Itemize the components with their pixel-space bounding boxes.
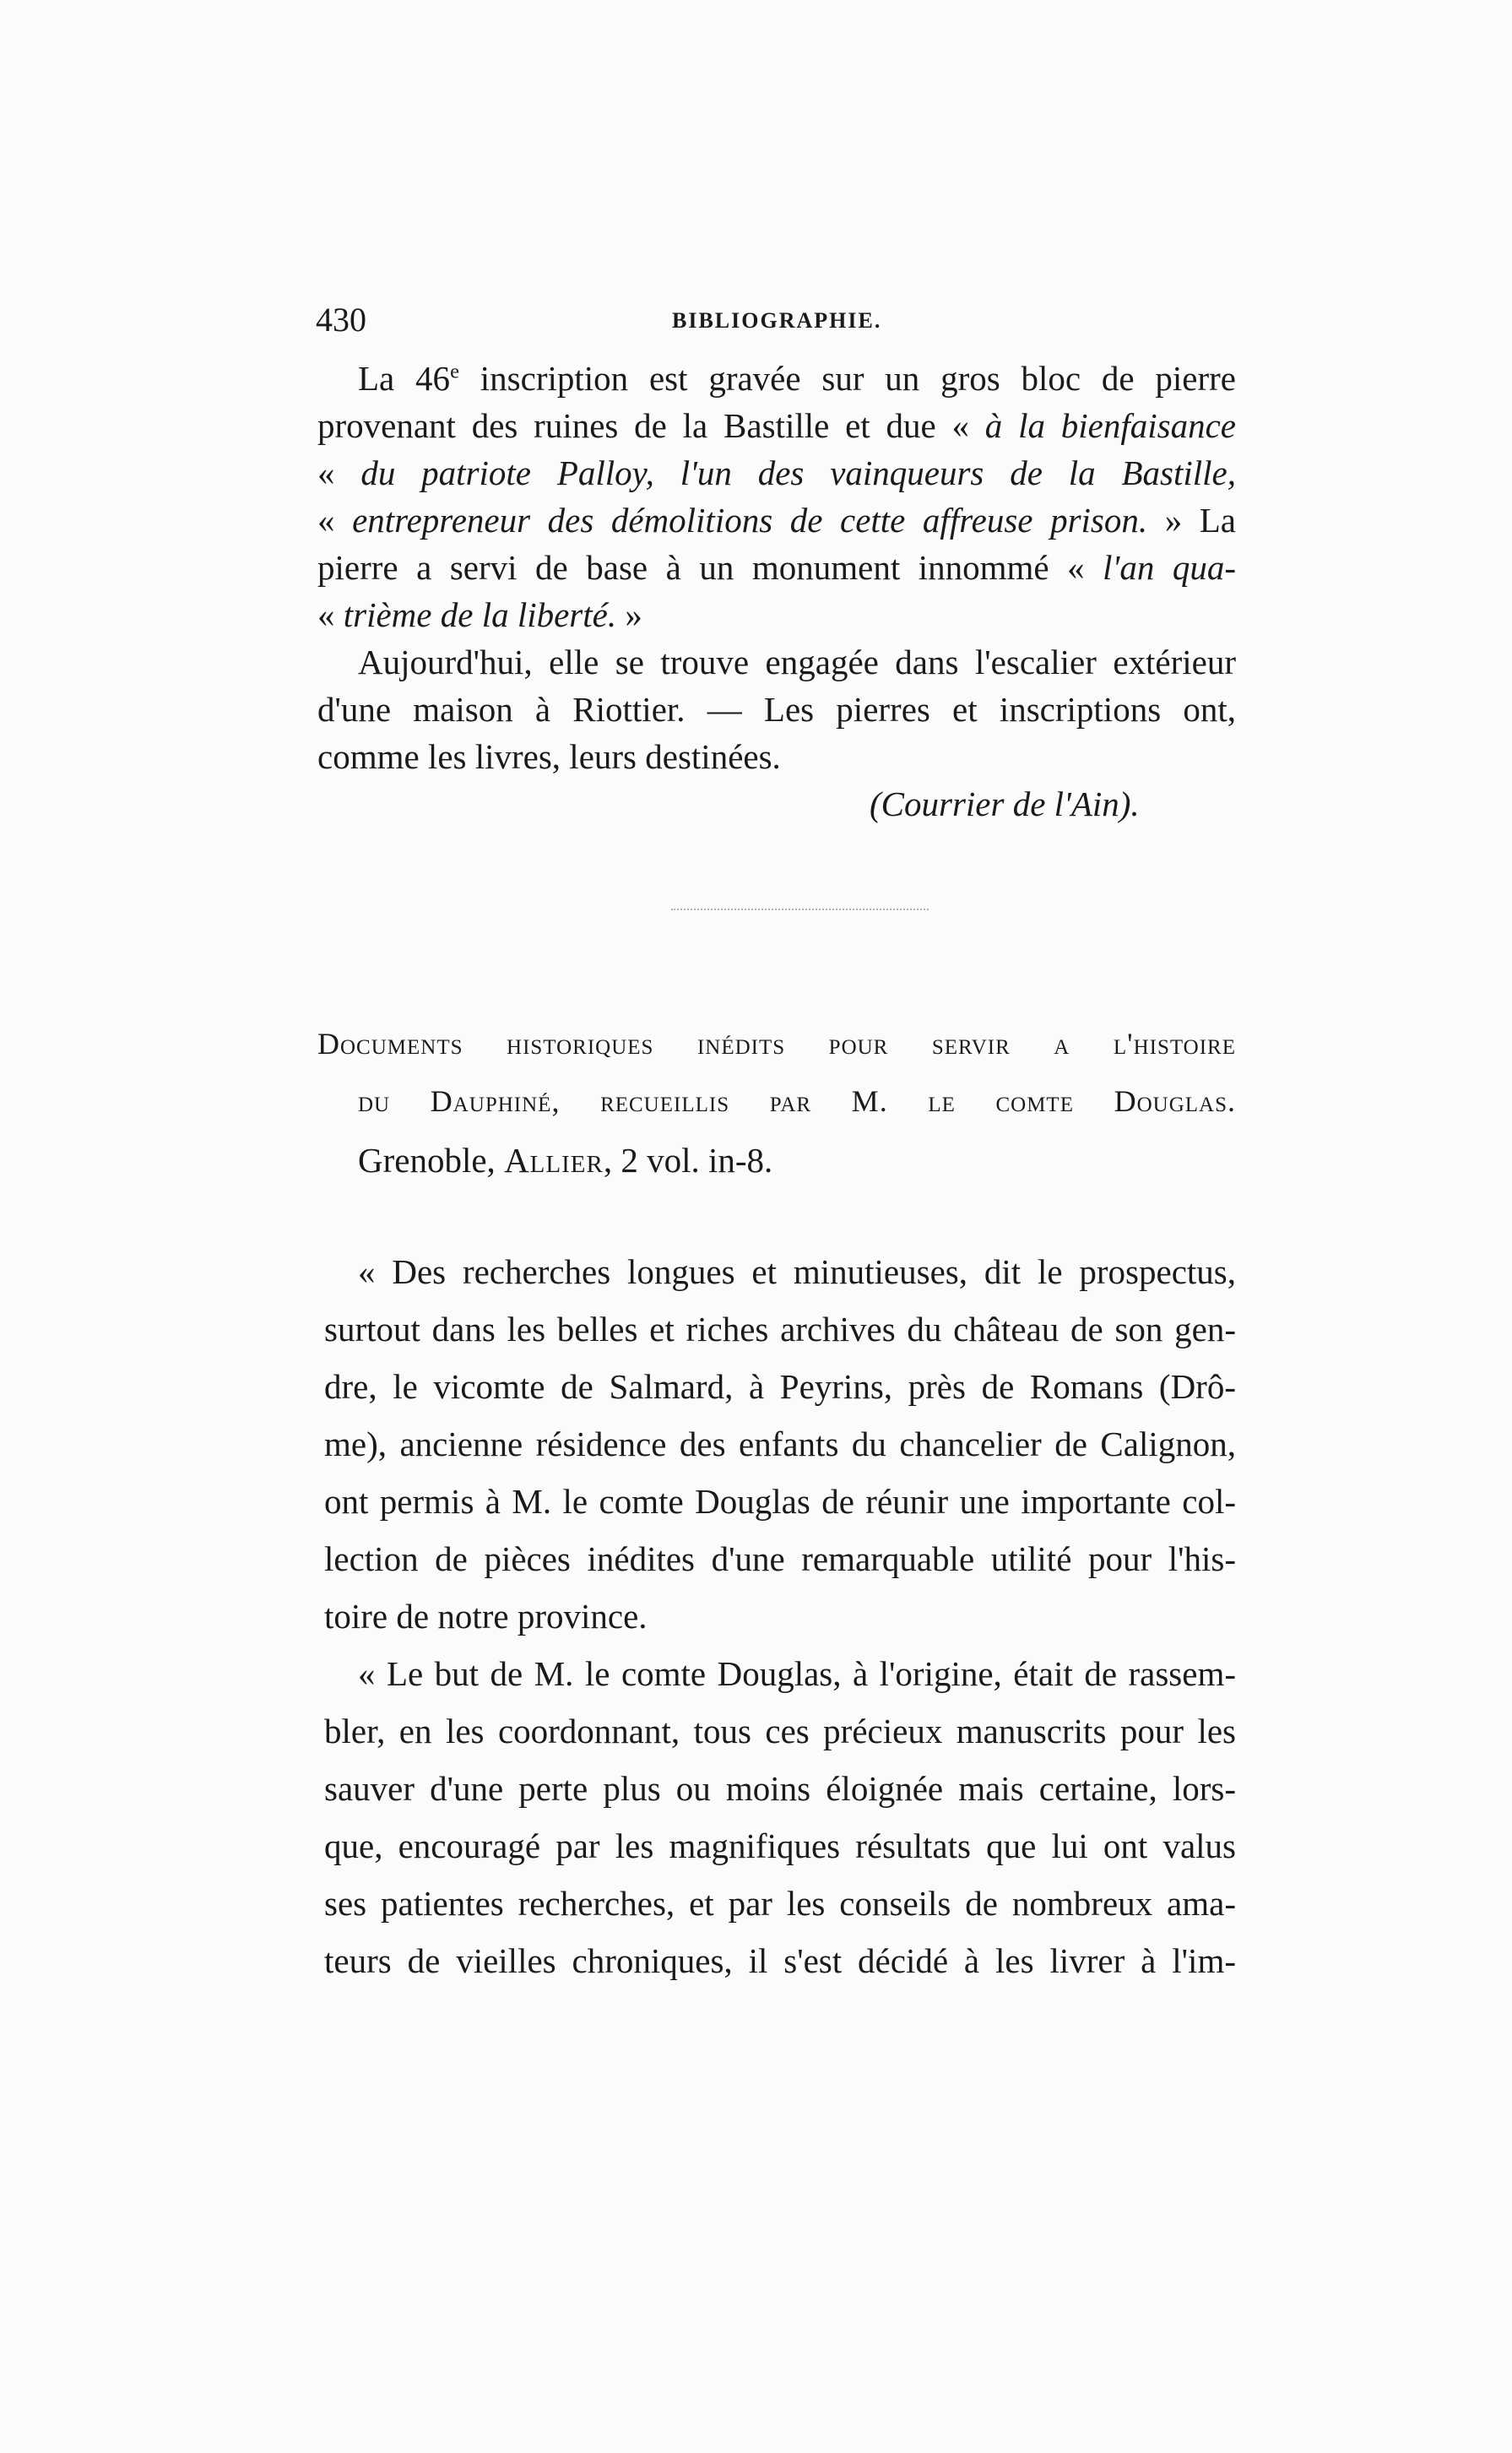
article2-body-line: bler, en les coordonnant, tous ces précieux manuscrits pour les xyxy=(324,1712,1236,1750)
article1-line-8: d'une maison à Riottier. — Les pierres et inscriptions ont, xyxy=(317,690,1236,729)
running-title: BIBLIOGRAPHIE. xyxy=(672,308,882,333)
article2-body-line: sauver d'une perte plus ou moins éloignée mais certaine, lors- xyxy=(324,1769,1236,1808)
article1-line-7: Aujourd'hui, elle se trouve engagée dans l'escalier extérieur xyxy=(358,643,1236,681)
article1-line-6: « trième de la liberté. » xyxy=(317,595,642,634)
article1-line-2: provenant des ruines de la Bastille et due « à la bienfaisance xyxy=(317,406,1236,445)
article2-body-line: surtout dans les belles et riches archives du château de son gen- xyxy=(324,1310,1236,1349)
article2-body-line: « Des recherches longues et minutieuses, dit le prospectus, xyxy=(358,1252,1236,1291)
page-number: 430 xyxy=(316,301,366,339)
article2-body-line: « Le but de M. le comte Douglas, à l'origine, était de rassem- xyxy=(358,1654,1236,1693)
article1-line-1: La 46e inscription est gravée sur un gros bloc de pierre xyxy=(358,359,1237,398)
article2-title-line-2: du Dauphiné, recueillis par M. le comte Douglas. xyxy=(358,1084,1236,1118)
article1-source: (Courrier de l'Ain). xyxy=(870,784,1140,823)
article2-title-line-3: Grenoble, Allier, 2 vol. in-8. xyxy=(358,1141,773,1180)
article2-body-line: me), ancienne résidence des enfants du chancelier de Calignon, xyxy=(324,1425,1236,1463)
article2-title-line-1: Documents historiques inédits pour servir a l'histoire xyxy=(317,1027,1236,1061)
article1-line-4: « entrepreneur des démolitions de cette affreuse prison. » La xyxy=(317,501,1236,540)
article2-body-line: lection de pièces inédites d'une remarquable utilité pour l'his- xyxy=(324,1539,1236,1578)
article1-line-9: comme les livres, leurs destinées. xyxy=(317,737,781,776)
article2-body-line: que, encouragé par les magnifiques résultats que lui ont valus xyxy=(324,1826,1236,1865)
section-separator xyxy=(671,909,929,910)
article2-body-line: ont permis à M. le comte Douglas de réunir une importante col- xyxy=(324,1482,1236,1521)
article2-body-line: teurs de vieilles chroniques, il s'est décidé à les livrer à l'im- xyxy=(324,1941,1236,1980)
article1-line-5: pierre a servi de base à un monument innommé « l'an qua- xyxy=(317,548,1236,587)
article2-body-line: ses patientes recherches, et par les conseils de nombreux ama- xyxy=(324,1884,1236,1923)
article2-body-line: toire de notre province. xyxy=(324,1597,648,1636)
article2-body-line: dre, le vicomte de Salmard, à Peyrins, près de Romans (Drô- xyxy=(324,1367,1236,1406)
article1-line-3: « du patriote Palloy, l'un des vainqueurs de la Bastille, xyxy=(317,453,1237,492)
